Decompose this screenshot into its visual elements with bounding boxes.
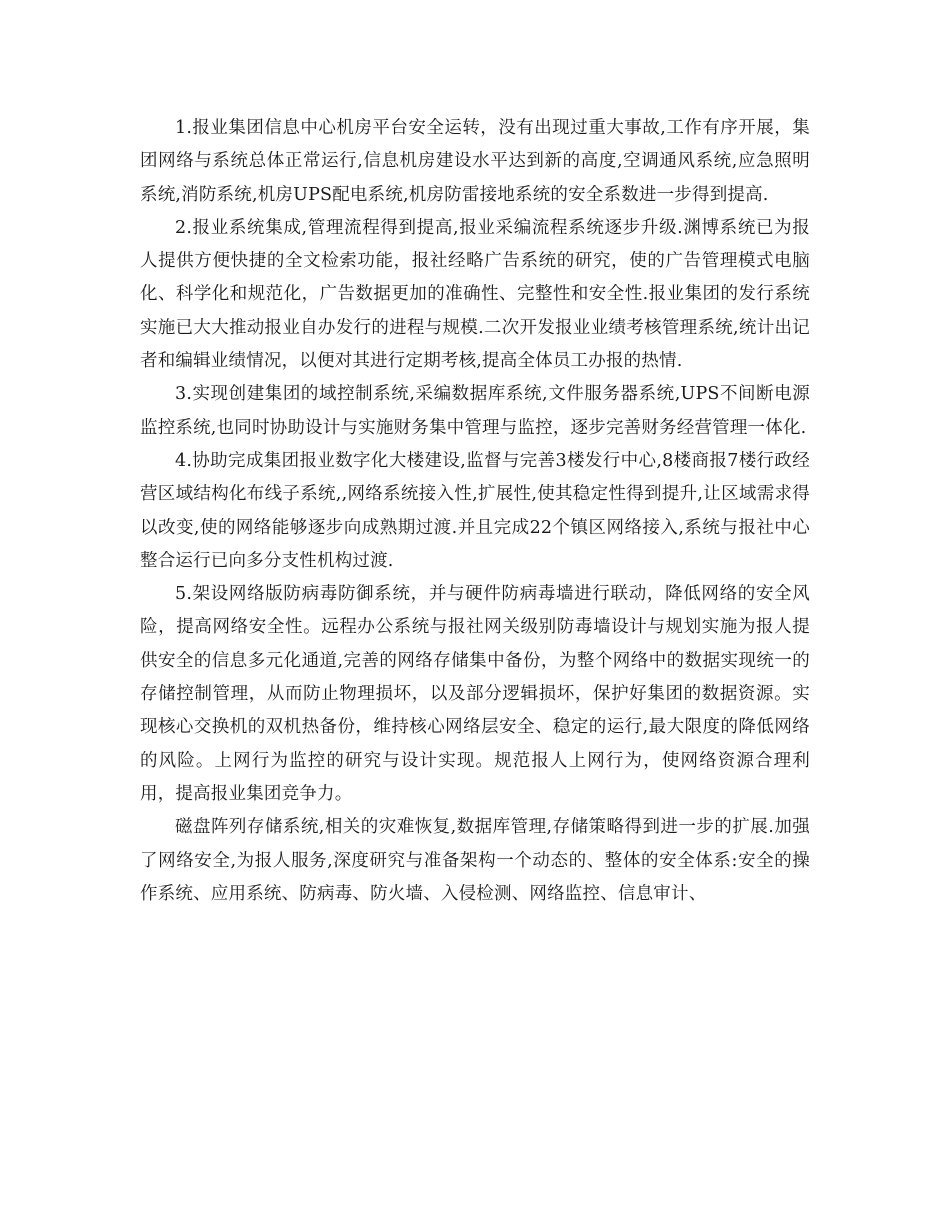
paragraph-6: 磁盘阵列存储系统,相关的灾难恢复,数据库管理,存储策略得到进一步的扩展.加强了网络安全,为报人服务,深度研究与准备架构一个动态的、整体的安全体系:安全的操作系统、应用系统、防病毒、防火墙、入侵检测、网络监控、信息审计、 [140,817,810,904]
paragraph-3: 3.实现创建集团的域控制系统,采编数据库系统,文件服务器系统,UPS不间断电源监控系统,也同时协助设计与实施财务集中管理与监控，逐步完善财务经营管理一体化. [140,384,810,438]
paragraph-1: 1.报业集团信息中心机房平台安全运转，没有出现过重大事故,工作有序开展，集团网络与系统总体正常运行,信息机房建设水平达到新的高度,空调通风系统,应急照明系统,消防系统,机房UPS配电系统,机房防雷接地系统的安全系数进一步得到提高. [140,118,810,205]
paragraph-2: 2.报业系统集成,管理流程得到提高,报业采编流程系统逐步升级.渊博系统已为报人提供方便快捷的全文检索功能，报社经略广告系统的研究，使的广告管理模式电脑化、科学化和规范化，广告数据更加的准确性、完整性和安全性.报业集团的发行系统实施已大大推动报业自办发行的进程与规模.二次开发报业业绩考核管理系统,统计出记者和编辑业绩情况，以便对其进行定期考核,提高全体员工办报的热情. [140,217,810,372]
paragraph-4: 4.协助完成集团报业数字化大楼建设,监督与完善3楼发行中心,8楼商报7楼行政经营区域结构化布线子系统,,网络系统接入性,扩展性,使其稳定性得到提升,让区域需求得以改变,使的网络能够逐步向成熟期过渡.并且完成22个镇区网络接入,系统与报社中心整合运行已向多分支性机构过渡. [140,450,810,571]
document-body [140,112,810,911]
paragraph-5: 5.架设网络版防病毒防御系统，并与硬件防病毒墙进行联动，降低网络的安全风险，提高网络安全性。远程办公系统与报社网关级别防毒墙设计与规划实施为报人提供安全的信息多元化通道,完善的网络存储集中备份，为整个网络中的数据实现统一的存储控制管理，从而防止物理损坏，以及部分逻辑损坏，保护好集团的数据资源。实现核心交换机的双机热备份，维持核心网络层安全、稳定的运行,最大限度的降低网络的风险。上网行为监控的研究与设计实现。规范报人上网行为，使网络资源合理利用，提高报业集团竞争力。 [140,584,810,804]
